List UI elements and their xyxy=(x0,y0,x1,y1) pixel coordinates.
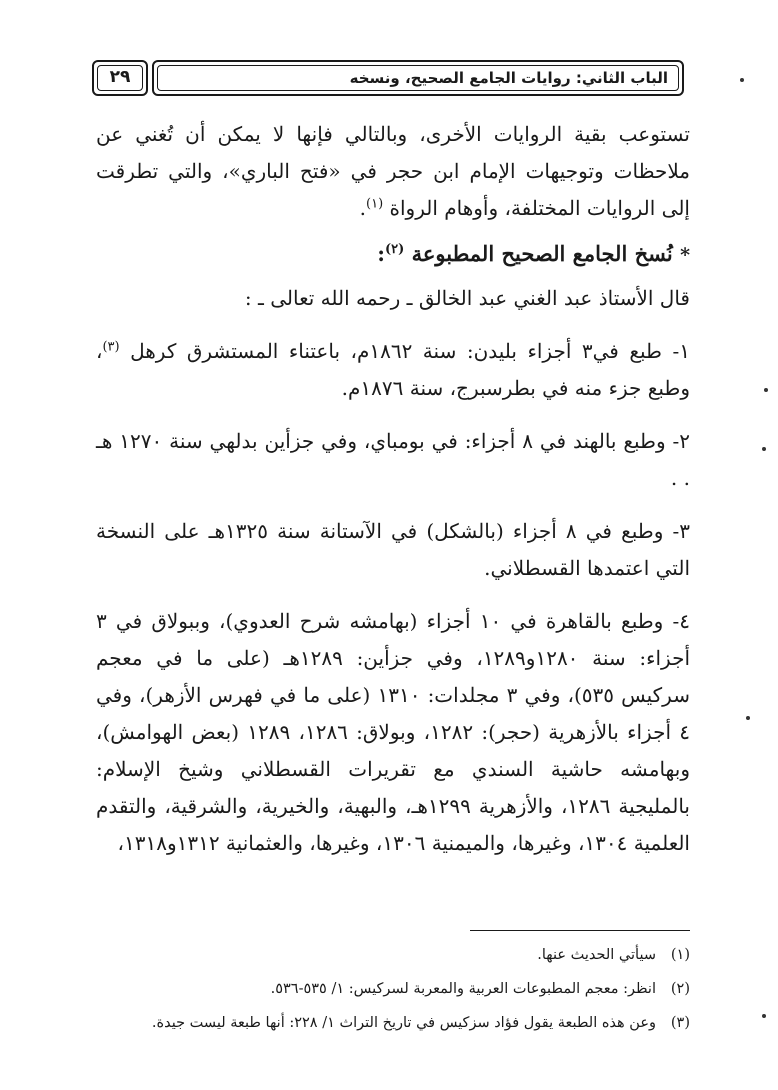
list-item-4: ٤- وطبع بالقاهرة في ١٠ أجزاء (بهامشه شرح العدوي)، وببولاق في ٣ أجزاء: سنة ١٢٨٠و١٢٨٩، وفي جزأين: ١٢٨٩هـ (على ما في معجم سركيس ٥٣٥)، وفي ٣ مجلدات: ١٣١٠ (على ما في فهرس الأزهر)، وفي ٤ أجزاء بالأزهرية (حجر): ١٢٨٢، وبولاق: ١٢٨٦، ١٢٨٩ (بعض الهوامش)، وبهامشه حاشية السندي مع تقريرات القسطلاني وشيخ الإسلام: بالمليجية ١٢٨٦، والأزهرية ١٢٩٩هـ، والبهية، والخيرية، والشرقية، والتقدم العلمية ١٣٠٤، وغيرها، والميمنية ١٣٠٦، وغيرها، والعثمانية ١٣١٢و١٣١٨، xyxy=(96,609,691,855)
intro-paragraph xyxy=(96,116,690,227)
running-header xyxy=(152,60,684,96)
footnote-ref-1[interactable]: (١) xyxy=(366,196,384,212)
heading-text: نُسخ الجامع الصحيح المطبوعة xyxy=(411,241,673,266)
scan-dot xyxy=(740,78,744,82)
footnote-number: (٣) xyxy=(670,1015,690,1031)
main-text xyxy=(96,116,690,862)
list-item-2: ٢- وطبع بالهند في ٨ أجزاء: في بومباي، وفي جزأين بدلهي سنة ١٢٧٠ هـ . . xyxy=(96,429,691,490)
intro-text: تستوعب بقية الروايات الأخرى، وبالتالي فإنها لا يمكن أن تُغني عن ملاحظات وتوجيهات الإمام ابن حجر في «فتح الباري»، والتي تطرقت إلى الروايات المختلفة، وأوهام الرواة xyxy=(96,122,690,220)
footnote-text: وعن هذه الطبعة يقول فؤاد سزكيس في تاريخ التراث ١/ ٢٢٨: أنها طبعة ليست جيدة. xyxy=(151,1015,656,1031)
heading-colon: : xyxy=(377,241,385,266)
item-1-text-b: ، وطبع جزء منه في بطرسبرج، سنة ١٨٧٦م. xyxy=(96,339,690,400)
chapter-title: الباب الثاني: روايات الجامع الصحيح، ونسخه xyxy=(349,69,668,87)
scan-dot xyxy=(746,716,750,720)
scan-dot xyxy=(764,388,768,392)
intro-end: . xyxy=(359,196,366,220)
footnote-number: (٢) xyxy=(670,981,690,997)
page-number: ٢٩ xyxy=(109,67,131,87)
footnote-1 xyxy=(96,938,690,972)
footnotes xyxy=(96,938,690,1040)
footnote-separator xyxy=(470,930,690,931)
footnote-ref-3[interactable]: (٣) xyxy=(102,339,120,355)
footnote-text: سيأتي الحديث عنها. xyxy=(537,947,656,963)
scan-dot xyxy=(762,1014,766,1018)
footnote-text: انظر: معجم المطبوعات العربية والمعربة لسركيس: ١/ ٥٣٥-٥٣٦. xyxy=(270,981,656,997)
page-number-box xyxy=(92,60,148,96)
list-item-3: ٣- وطبع في ٨ أجزاء (بالشكل) في الآستانة سنة ١٣٢٥هـ على النسخة التي اعتمدها القسطلاني. xyxy=(96,519,690,580)
footnote-3 xyxy=(96,1006,690,1040)
section-heading xyxy=(96,235,690,274)
heading-star: * xyxy=(680,244,690,266)
quote-intro: قال الأستاذ عبد الغني عبد الخالق ـ رحمه الله تعالى ـ : xyxy=(244,286,690,310)
list-item-1 xyxy=(96,333,690,407)
item-1-text-a: ١- طبع في٣ أجزاء بليدن: سنة ١٨٦٢م، باعتناء المستشرق كرهل xyxy=(130,339,690,363)
scan-dot xyxy=(762,447,766,451)
footnote-number: (١) xyxy=(670,947,690,963)
footnote-ref-2[interactable]: (٢) xyxy=(384,242,405,257)
footnote-2 xyxy=(96,972,690,1006)
